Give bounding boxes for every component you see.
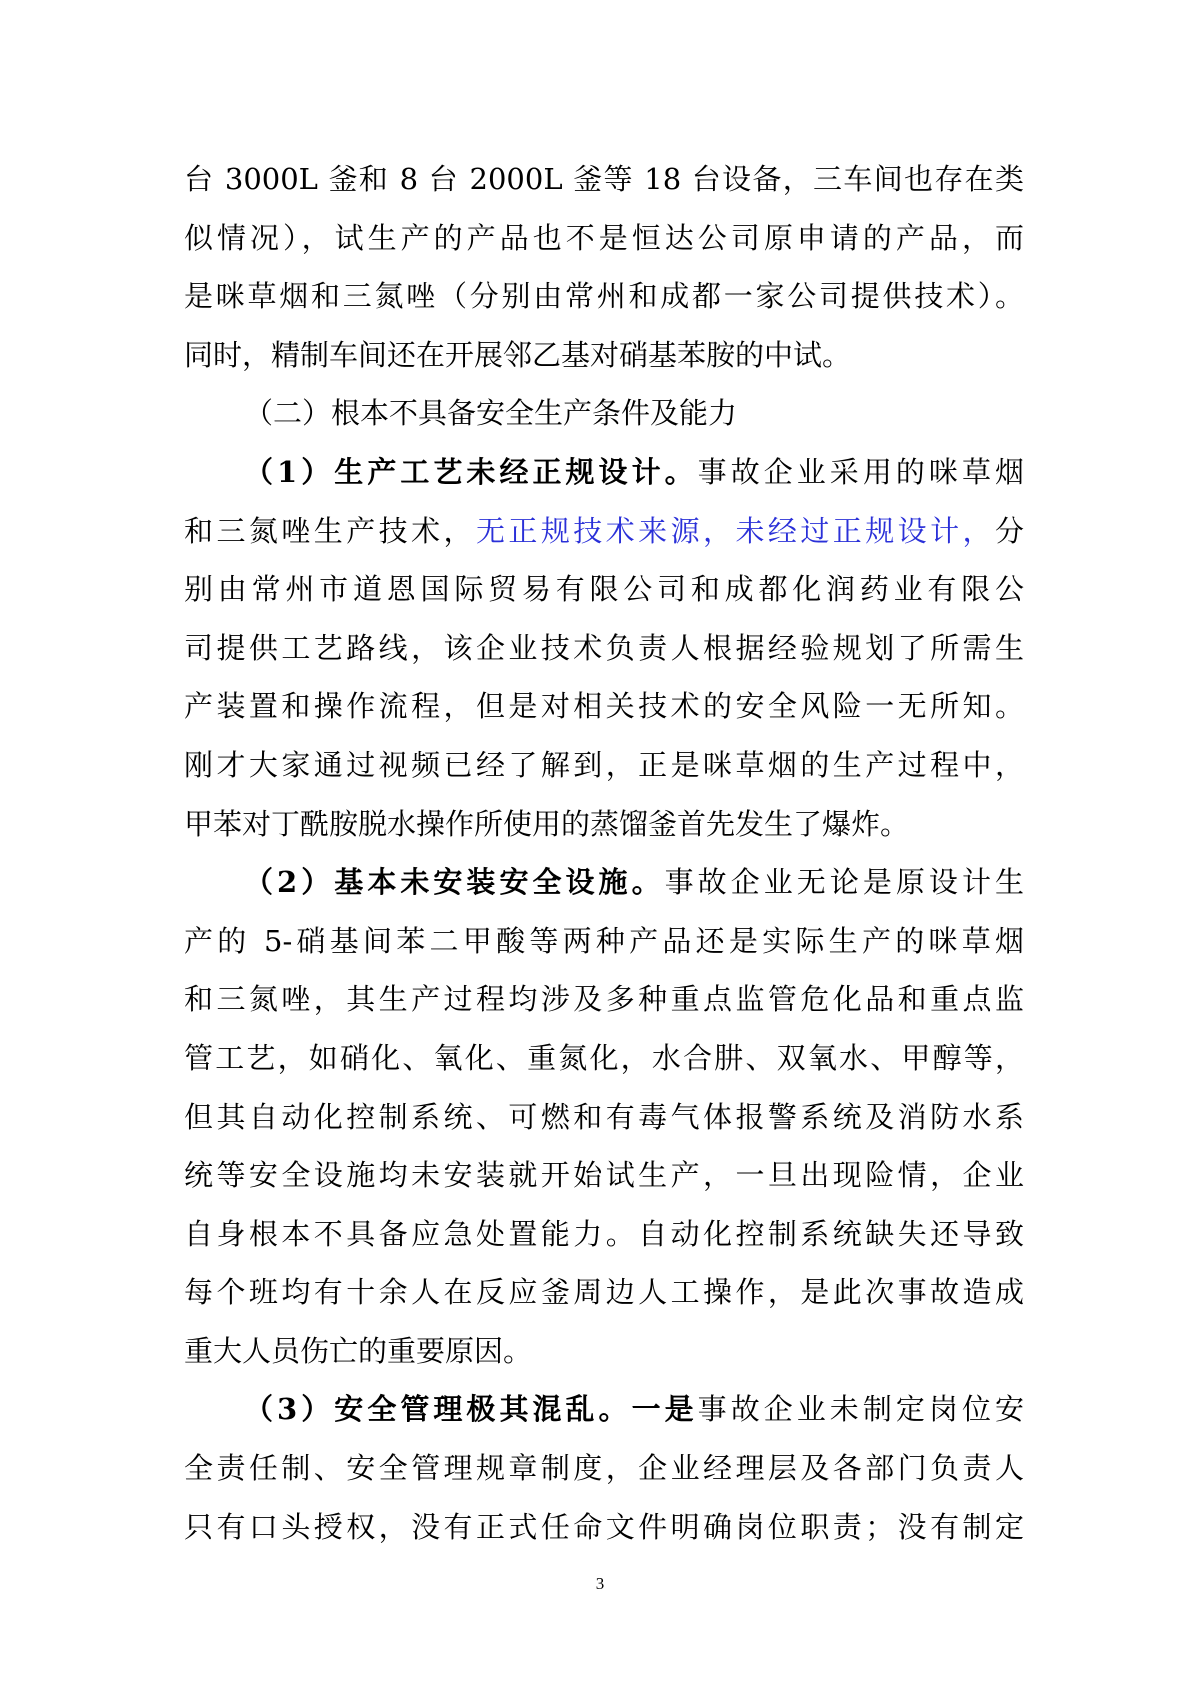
- text-span: 事故企业采用的咪草烟: [697, 454, 1024, 489]
- text-line: 甲苯对丁酰胺脱水操作所使用的蒸馏釜首先发生了爆炸。: [184, 806, 910, 841]
- text-line: 和三氮唑，其生产过程均涉及多种重点监管危化品和重点监: [184, 982, 1024, 1017]
- text-span: 分: [994, 513, 1024, 548]
- text-line: 台 3000L 釜和 8 台 2000L 釜等 18 台设备，三车间也存在类: [184, 162, 1024, 196]
- bold-lead: （2）基本未安装安全设施。: [244, 865, 665, 900]
- bold-lead: （1）生产工艺未经正规设计。: [244, 454, 698, 489]
- text-line: 统等安全设施均未安装就开始试生产，一旦出现险情，企业: [184, 1158, 1024, 1193]
- text-line: 管工艺，如硝化、氧化、重氮化，水合肼、双氧水、甲醇等，: [184, 1040, 1024, 1075]
- text-line: 只有口头授权，没有正式任命文件明确岗位职责；没有制定: [184, 1509, 1024, 1544]
- paragraph-first-line: [184, 1380, 1024, 1439]
- highlighted-text: 无正规技术来源，未经过正规设计，: [475, 513, 995, 548]
- paragraph-first-line: [184, 853, 1024, 912]
- text-span: 事故企业无论是原设计生: [664, 865, 1024, 900]
- document-body: [184, 150, 1024, 1556]
- text-line: 自身根本不具备应急处置能力。自动化控制系统缺失还导致: [184, 1216, 1024, 1251]
- paragraph-first-line: [184, 443, 1024, 502]
- text-span: 事故企业未制定岗位安: [697, 1392, 1024, 1427]
- page-number: 3: [595, 1574, 605, 1593]
- text-line: 刚才大家通过视频已经了解到，正是咪草烟的生产过程中，: [184, 747, 1024, 782]
- text-line: 似情况），试生产的产品也不是恒达公司原申请的产品，而: [184, 220, 1024, 255]
- text-line: 重大人员伤亡的重要原因。: [184, 1333, 533, 1368]
- text-line: 别由常州市道恩国际贸易有限公司和成都化润药业有限公: [184, 572, 1024, 607]
- text-line: [184, 502, 1024, 561]
- text-line: 每个班均有十余人在反应釜周边人工操作，是此次事故造成: [184, 1275, 1024, 1310]
- text-line: 但其自动化控制系统、可燃和有毒气体报警系统及消防水系: [184, 1099, 1024, 1134]
- text-line: 同时，精制车间还在开展邻乙基对硝基苯胺的中试。: [184, 337, 852, 372]
- text-line: 产的 5-硝基间苯二甲酸等两种产品还是实际生产的咪草烟: [184, 923, 1024, 958]
- text-line: 是咪草烟和三氮唑（分别由常州和成都一家公司提供技术）。: [184, 279, 1024, 314]
- text-line: 司提供工艺路线，该企业技术负责人根据经验规划了所需生: [184, 630, 1024, 665]
- bold-lead: （3）安全管理极其混乱。一是: [244, 1392, 698, 1427]
- text-line: 产装置和操作流程，但是对相关技术的安全风险一无所知。: [184, 689, 1024, 724]
- text-span: 和三氮唑生产技术，: [184, 513, 476, 548]
- section-heading: （二）根本不具备安全生产条件及能力: [244, 396, 738, 431]
- text-line: 全责任制、安全管理规章制度，企业经理层及各部门负责人: [184, 1451, 1024, 1486]
